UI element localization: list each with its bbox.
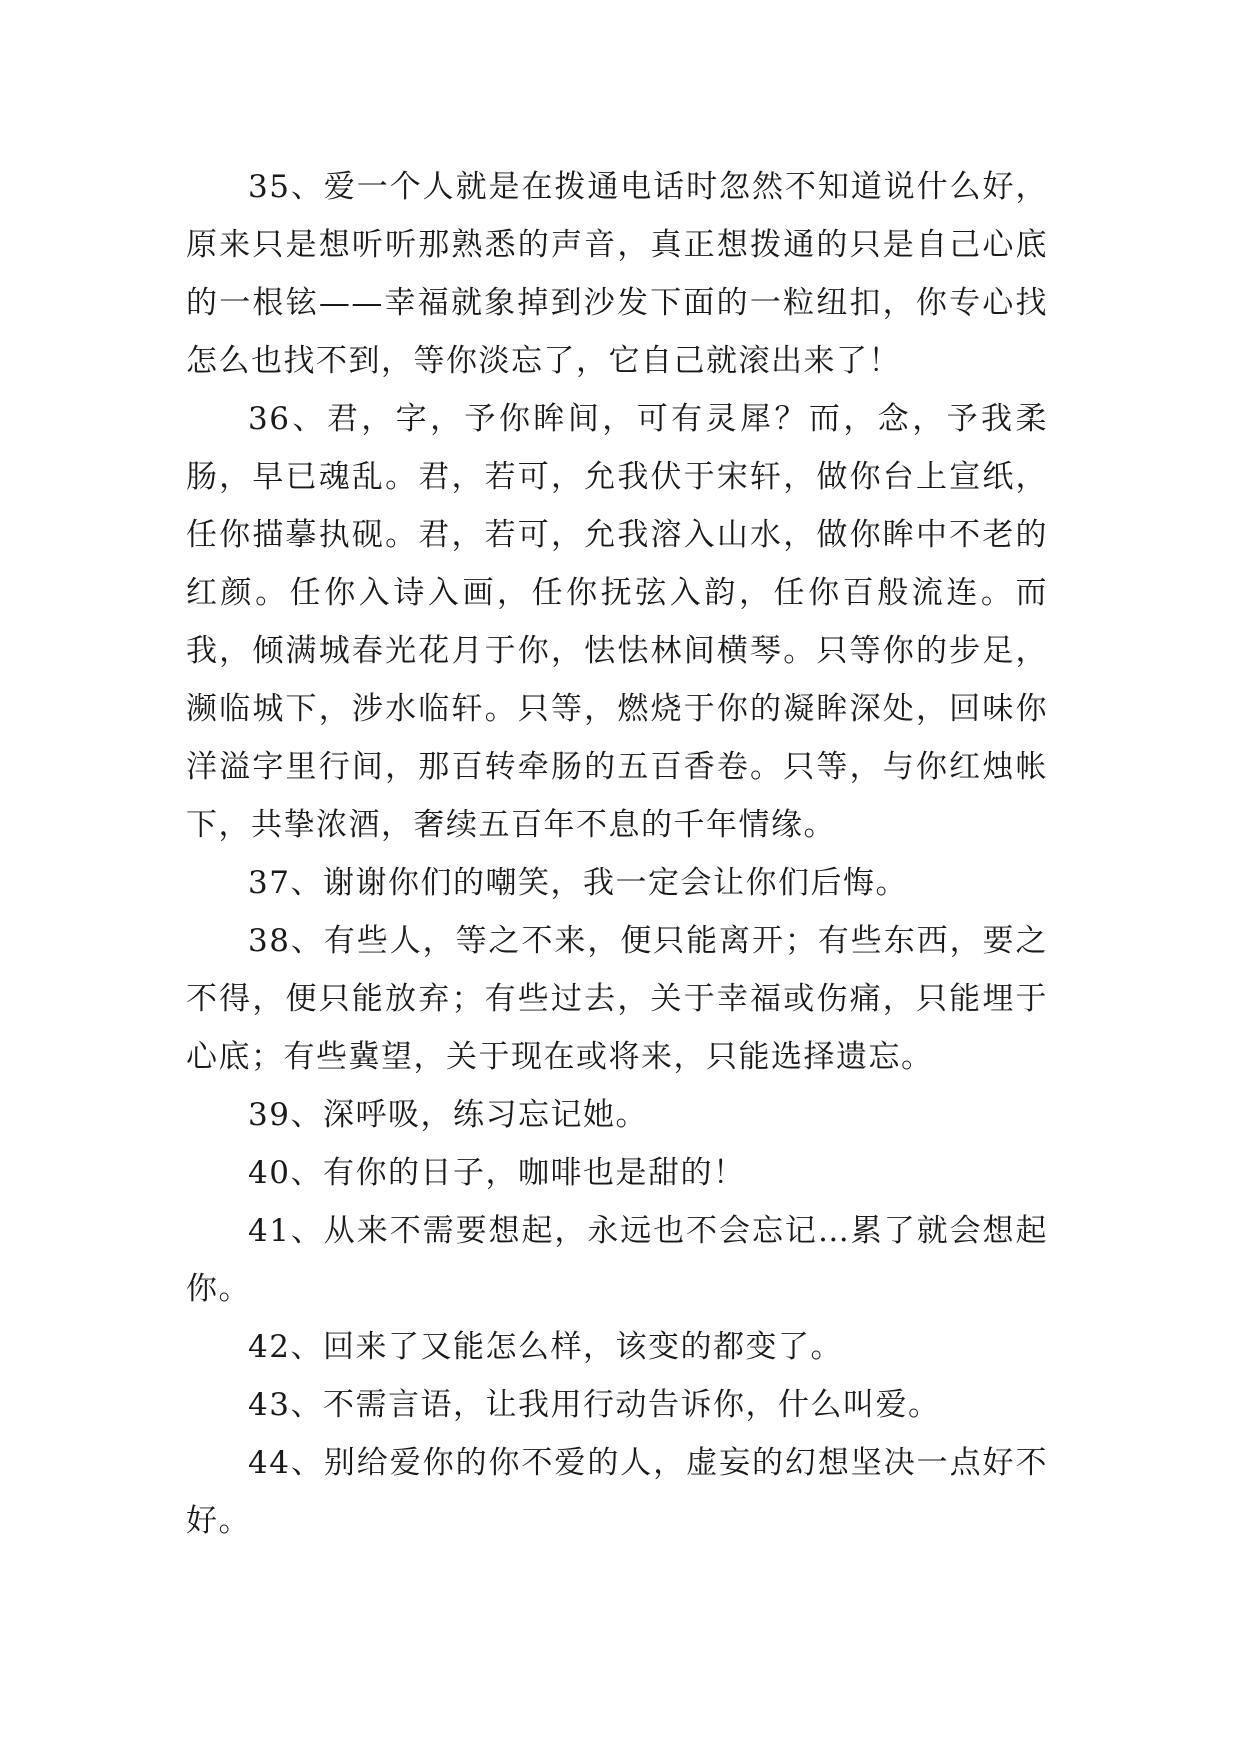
paragraph-44: 44、别给爱你的你不爱的人，虚妄的幻想坚决一点好不好。 xyxy=(186,1445,1048,1539)
paragraph-38: 38、有些人，等之不来，便只能离开；有些东西，要之不得，便只能放弃；有些过去，关于幸福或伤痛，只能埋于心底；有些冀望，关于现在或将来，只能选择遗忘。 xyxy=(186,923,1048,1075)
paragraph-41: 41、从来不需要想起，永远也不会忘记…累了就会想起你。 xyxy=(186,1213,1048,1307)
paragraph-43: 43、不需言语，让我用行动告诉你，什么叫爱。 xyxy=(248,1387,941,1423)
paragraph-35: 35、爱一个人就是在拨通电话时忽然不知道说什么好，原来只是想听听那熟悉的声音，真正想拨通的只是自己心底的一根铉——幸福就象掉到沙发下面的一粒纽扣，你专心找怎么也找不到，等你淡忘了，它自己就滚出来了！ xyxy=(186,169,1048,379)
paragraph-39: 39、深呼吸，练习忘记她。 xyxy=(248,1097,648,1133)
document-body xyxy=(186,158,1048,1550)
paragraph-40: 40、有你的日子，咖啡也是甜的！ xyxy=(248,1155,746,1191)
paragraph-37: 37、谢谢你们的嘲笑，我一定会让你们后悔。 xyxy=(248,865,908,901)
paragraph-36: 36、君，字，予你眸间，可有灵犀？而，念，予我柔肠，早已魂乱。君，若可，允我伏于宋轩，做你台上宣纸，任你描摹执砚。君，若可，允我溶入山水，做你眸中不老的红颜。任你入诗入画，任你抚弦入韵，任你百般流连。而我，倾满城春光花月于你，怯怯林间横琴。只等你的步足，濒临城下，涉水临轩。只等，燃烧于你的凝眸深处，回味你洋溢字里行间，那百转牵肠的五百香卷。只等，与你红烛帐下，共挚浓酒，奢续五百年不息的千年情缘。 xyxy=(186,401,1048,843)
paragraph-42: 42、回来了又能怎么样，该变的都变了。 xyxy=(248,1329,843,1365)
